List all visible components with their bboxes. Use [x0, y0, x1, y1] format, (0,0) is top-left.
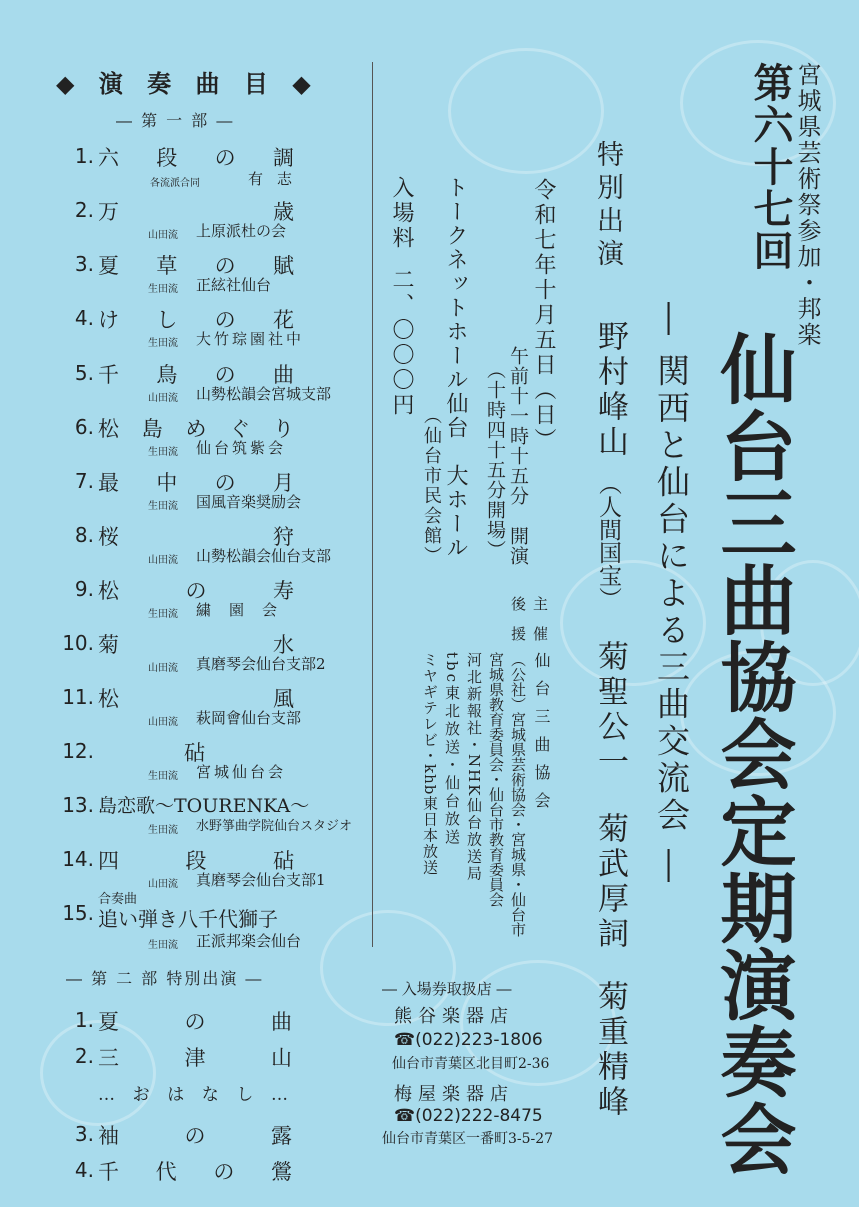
program-item-performer: 萩岡會仙台支部 — [196, 709, 302, 727]
program-item-performer: 宮城仙台会 — [196, 763, 287, 781]
program-item-school: 山田流 — [148, 717, 178, 728]
program-item-title: 千鳥の曲 — [98, 363, 294, 387]
ticket-shop-address: 仙台市青葉区一番町3-5-27 — [382, 1131, 554, 1147]
program-item-title: 夏草の賦 — [98, 254, 294, 278]
ticket-heading: ― 入場券取扱店 ― — [382, 980, 512, 998]
special-performer: 菊重精峰 — [592, 980, 628, 1120]
program-item-school: 生田流 — [148, 609, 178, 620]
program-item-school: 山田流 — [148, 879, 178, 890]
column-divider — [372, 62, 373, 947]
event-date: 令和七年十月五日（日） — [531, 178, 556, 453]
program-item-number: 10. — [62, 631, 94, 655]
supporter-line: tbc東北放送・仙台放送 — [443, 652, 461, 848]
program-item-number: 1. — [74, 144, 94, 168]
program-item-title: 万歳 — [98, 200, 294, 224]
supporter-line: 河北新報社・NHK仙台放送局 — [465, 652, 483, 883]
ticket-shop-phone: ☎(022)223-1806 — [394, 1030, 543, 1050]
program-item-title: 砧 — [184, 741, 205, 765]
program-item-number: 7. — [74, 469, 94, 493]
ticket-shop-address: 仙台市青葉区北目町2-36 — [392, 1056, 550, 1072]
part1-heading: ― 第 一 部 ― — [116, 111, 235, 130]
program-item-title: 島恋歌〜TOURENKA〜 — [98, 795, 310, 817]
program-item-title: 四段砧 — [98, 849, 294, 873]
program-item-title: 松風 — [98, 687, 294, 711]
edition-label: 第六十七回 — [747, 62, 794, 272]
supporter-line: （公社）宮城県芸術協会・宮城県・仙台市 — [509, 652, 527, 937]
program-item-school: 山田流 — [148, 555, 178, 566]
special-performer: 菊武厚詞 — [592, 812, 628, 952]
program-item-title: 夏の曲 — [98, 1010, 292, 1034]
program-item-number: 3. — [74, 1122, 94, 1146]
program-item-school: 生田流 — [148, 825, 178, 836]
program-item-number: 2. — [74, 1044, 94, 1068]
special-performer-note: （人間国宝） — [595, 472, 621, 610]
crest-watermark — [448, 48, 604, 174]
program-item-number: 5. — [74, 361, 94, 385]
part2-heading: ― 第 二 部 特別出演 ― — [66, 969, 264, 988]
ticket-shop-phone: ☎(022)222-8475 — [394, 1106, 543, 1126]
program-item-school: 生田流 — [148, 338, 178, 349]
concert-subtitle: ― 関西と仙台による三曲交流会 ― — [652, 302, 691, 886]
program-item-title: 六段の調 — [98, 146, 294, 170]
program-item-performer: 山勢松韻会仙台支部 — [196, 547, 332, 565]
program-item-performer: 水野箏曲学院仙台スタジオ — [196, 819, 353, 834]
program-item-school: 生田流 — [148, 501, 178, 512]
program-item-school: 生田流 — [148, 447, 178, 458]
program-item-title: 松島めぐり — [98, 417, 294, 441]
program-item-performer: 正絃社仙台 — [196, 276, 272, 294]
fee-label: 入場料 — [389, 176, 414, 251]
program-item-performer: 仙台筑紫会 — [196, 439, 287, 457]
host-name: 仙台三曲協会 — [532, 652, 551, 820]
supporter-line: ミヤギテレビ・khb東日本放送 — [421, 652, 439, 876]
program-heading: ◆ 演 奏 曲 目 ◆ — [56, 69, 319, 98]
program-item-performer: 有志 — [248, 170, 307, 188]
special-performer: 野村峰山 — [592, 320, 628, 460]
program-item-school: 生田流 — [148, 771, 178, 782]
program-item-school: 生田流 — [148, 940, 178, 951]
program-item-performer: 真磨琴会仙台支部2 — [196, 655, 326, 673]
program-item-performer: 国風音楽奨励会 — [196, 493, 302, 511]
special-label: 特別出演 — [592, 140, 623, 272]
program-item-title: 最中の月 — [98, 471, 294, 495]
program-item-title: 菊水 — [98, 633, 294, 657]
program-item-school: 山田流 — [148, 393, 178, 404]
event-venue-note: （仙台市民会館） — [421, 406, 442, 566]
event-start: 午前十一時十五分 開演 — [507, 346, 529, 566]
fee-amount: 二、〇〇〇円 — [389, 268, 414, 418]
event-open: （十時四十五分開場） — [484, 360, 506, 560]
program-item-school: 生田流 — [148, 284, 178, 295]
program-item-school: 各流派合同 — [150, 178, 200, 189]
program-item-number: 12. — [62, 739, 94, 763]
program-item-number: 13. — [62, 793, 94, 817]
program-item-school: 山田流 — [148, 230, 178, 241]
program-item-number: 4. — [74, 1158, 94, 1182]
program-item-title: けしの花 — [98, 308, 294, 332]
concert-title: 仙台三曲協会定期演奏会 — [708, 330, 797, 1177]
program-item-title: 千代の鶯 — [98, 1160, 292, 1184]
program-item-title: 追い弾き八千代獅子 — [98, 907, 278, 931]
festival-label: 宮城県芸術祭参加・邦楽 — [793, 62, 821, 348]
program-item-number: 6. — [74, 415, 94, 439]
program-item-number: 1. — [74, 1008, 94, 1032]
program-item-subtitle: 合奏曲 — [98, 892, 138, 907]
program-item-number: 14. — [62, 847, 94, 871]
program-item-title: 袖の露 — [98, 1124, 292, 1148]
program-item-performer: 上原派杜の会 — [196, 222, 287, 240]
program-talk-note: …おはなし… — [98, 1085, 288, 1105]
ticket-shop-name: 梅屋楽器店 — [394, 1084, 514, 1105]
ticket-shop-name: 熊谷楽器店 — [394, 1006, 514, 1027]
program-item-number: 9. — [74, 577, 94, 601]
program-item-performer: 大竹琮園社中 — [196, 330, 305, 348]
program-item-title: 松の寿 — [98, 579, 294, 603]
program-item-performer: 正派邦楽会仙台 — [196, 932, 302, 950]
program-item-number: 8. — [74, 523, 94, 547]
host-label: 主 催 — [531, 596, 549, 641]
supporter-line: 宮城県教育委員会・仙台市教育委員会 — [487, 652, 505, 907]
program-item-title: 三津山 — [98, 1046, 292, 1070]
program-item-number: 3. — [74, 252, 94, 276]
special-performer: 菊聖公一 — [592, 640, 628, 780]
program-item-performer: 真磨琴会仙台支部1 — [196, 871, 326, 889]
program-item-number: 2. — [74, 198, 94, 222]
program-item-title: 桜狩 — [98, 525, 294, 549]
event-venue: トークネットホール仙台 大ホール — [443, 176, 468, 560]
program-item-number: 15. — [62, 901, 94, 925]
program-item-performer: 山勢松韻会宮城支部 — [196, 385, 332, 403]
program-item-performer: 繍園会 — [196, 601, 296, 619]
program-item-number: 4. — [74, 306, 94, 330]
program-item-number: 11. — [62, 685, 94, 709]
program-item-school: 山田流 — [148, 663, 178, 674]
support-label: 後 援 — [509, 596, 527, 641]
